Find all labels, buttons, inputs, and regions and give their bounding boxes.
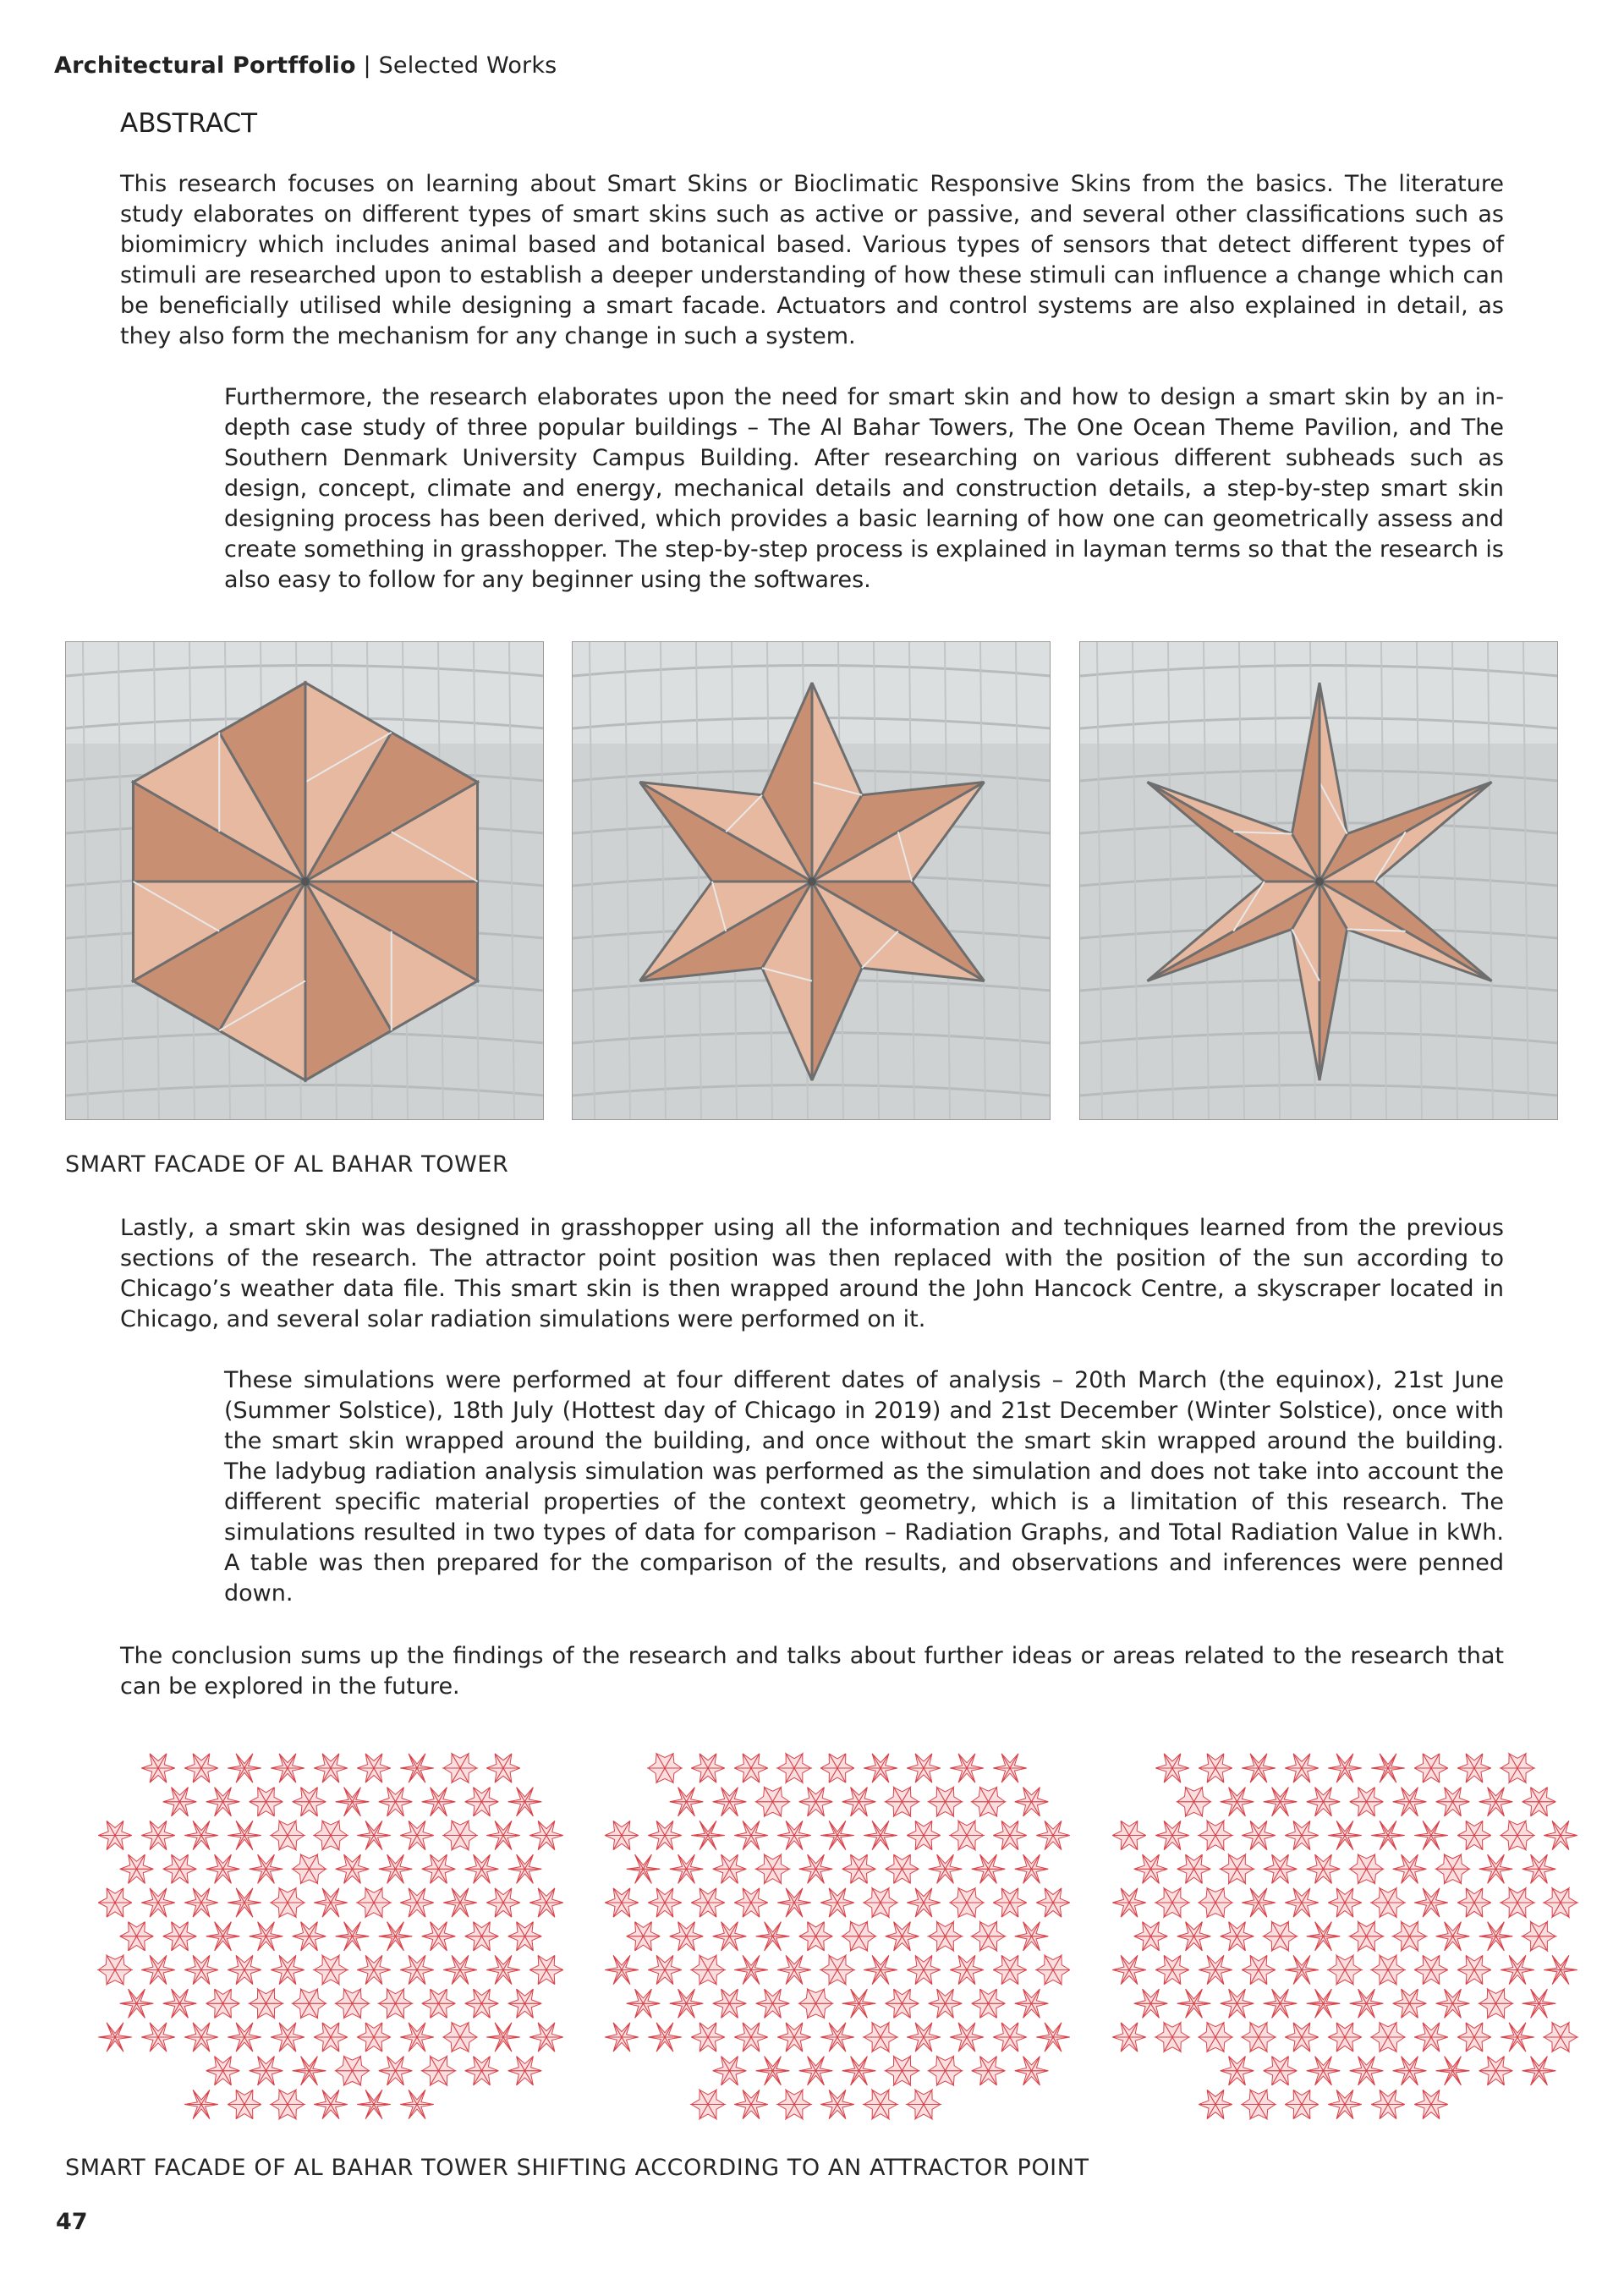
page-header (54, 52, 557, 79)
photo-caption: SMART FACADE OF AL BAHAR TOWER (65, 1151, 509, 1178)
panel-grid-state-1-icon (81, 1743, 572, 2140)
abstract-paragraph-2: Furthermore, the research elaborates upon the need for smart skin and how to design a smart skin by an in-depth case study of three popular buildings – The Al Bahar Towers, The One Ocean Theme Pavilion, and The Southern Denmark University Campus Building. After researching on various different subheads such as design, concept, climate and energy, mechanical details and construction details, a step-by-step smart skin designing process has been derived, which provides a basic learning of how one can geometrically assess and create something in grasshopper. The step-by-step process is explained in layman terms so that the research is also easy to follow for any beginner using the softwares. (224, 384, 1504, 593)
facade-photo-closed (65, 641, 544, 1120)
header-title: Architectural Portffolio (54, 52, 356, 79)
facade-photo-open (1079, 641, 1558, 1120)
header-separator: | (355, 52, 379, 79)
open-star-panel-icon (1080, 642, 1558, 1120)
panel-grid-state-3-icon (1100, 1743, 1590, 2140)
closed-hexagon-panel-icon (66, 642, 544, 1120)
abstract-paragraph-1: This research focuses on learning about Smart Skins or Bioclimatic Responsive Skins from the basics. The literature study elaborates on different types of smart skins such as active or passive, and several other classifications such as biomimicry which includes animal based and botanical based. Various types of sensors that detect different types of stimuli are researched upon to establish a deeper understanding of how these stimuli can influence a change which can be beneficially utilised while designing a smart facade. Actuators and control systems are also explained in detail, as they also form the mechanism for any change in such a system. (120, 171, 1504, 349)
panel-grid-state-2-icon (579, 1743, 1070, 2140)
header-subtitle: Selected Works (378, 52, 557, 79)
half-open-star-panel-icon (573, 642, 1051, 1120)
body-paragraph-3: Lastly, a smart skin was designed in grasshopper using all the information and techniques learned from the previous sections of the research. The attractor point position was then replaced with the position of the sun according to Chicago’s weather data file. This smart skin is then wrapped around the John Hancock Centre, a skyscraper located in Chicago, and several solar radiation simulations were performed on it. (120, 1215, 1504, 1332)
abstract-heading: ABSTRACT (120, 108, 258, 139)
body-paragraph-4: These simulations were performed at four different dates of analysis – 20th March (the equinox), 21st June (Summer Solstice), 18th July (Hottest day of Chicago in 2019) and 21st December (Winter Solstice), once with the smart skin wrapped around the building, and once without the smart skin wrapped around the building. The ladybug radiation analysis simulation was performed as the simulation and does not take into account the different specific material properties of the context geometry, which is a limitation of this research. The simulations resulted in two types of data for comparison – Radiation Graphs, and Total Radiation Value in kWh. A table was then prepared for the comparison of the results, and observations and inferences were penned down. (224, 1367, 1504, 1607)
page-number: 47 (56, 2209, 88, 2235)
diagram-caption: SMART FACADE OF AL BAHAR TOWER SHIFTING ACCORDING TO AN ATTRACTOR POINT (65, 2155, 1089, 2181)
body-paragraph-5: The conclusion sums up the findings of the research and talks about further ideas or areas related to the research that can be explored in the future. (120, 1643, 1504, 1700)
facade-photo-half-open (572, 641, 1051, 1120)
